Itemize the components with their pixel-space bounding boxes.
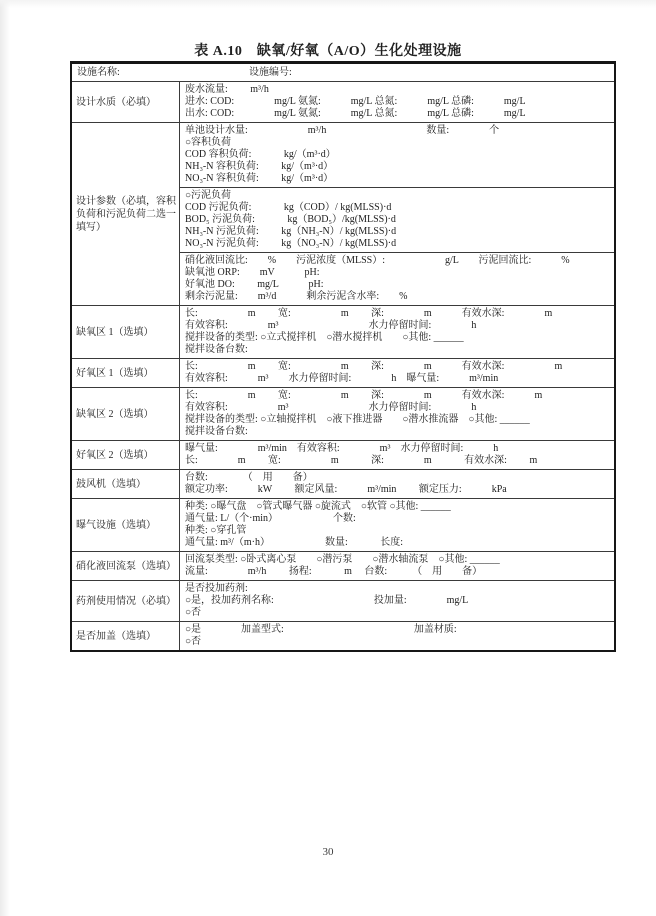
- form-block: [180, 82, 614, 122]
- form-block: [180, 552, 614, 580]
- row-content: [180, 552, 614, 580]
- form-line: NO₃-N 容积负荷: kg/（m³·d）: [185, 173, 334, 184]
- row-content: [180, 581, 614, 621]
- form-line: 搅拌设备台数:: [185, 344, 248, 355]
- form-table: [70, 61, 616, 652]
- form-line: 有效容积: m³ 水力停留时间: h 曝气量: m³/min: [185, 373, 499, 384]
- row-content: [180, 82, 614, 122]
- row-label: 药剂使用情况（必填）: [72, 581, 180, 621]
- form-line: NH₃-N 容积负荷: kg/（m³·d）: [185, 161, 334, 172]
- header-row: [72, 64, 614, 82]
- table-row: [72, 581, 614, 622]
- form-line: ○污泥负荷: [185, 190, 232, 201]
- form-line: ○否: [185, 636, 202, 647]
- table-row: [72, 622, 614, 650]
- form-line: COD 容积负荷: kg/（m³·d）: [185, 149, 336, 160]
- row-label: 鼓风机（选填）: [72, 470, 180, 498]
- form-block: [180, 622, 614, 650]
- table-row: [72, 388, 614, 441]
- form-line: ○是，投加药剂名称: 投加量: mg/L: [185, 595, 469, 606]
- form-block: [180, 470, 614, 498]
- row-content: [180, 499, 614, 551]
- form-block: [180, 388, 614, 440]
- form-line: 通气量: m³/（m·h） 数量: 长度:: [185, 537, 403, 548]
- facility-name-label: 设施名称:: [77, 67, 120, 78]
- form-line: 额定功率: kW 额定风量: m³/min 额定压力: kPa: [185, 484, 507, 495]
- form-line: 回流泵类型: ○卧式离心泵 ○潜污泵 ○潜水轴流泵 ○其他: ______: [185, 554, 500, 565]
- row-content: [180, 470, 614, 498]
- row-label: 好氧区 2（选填）: [72, 441, 180, 469]
- row-label: 硝化液回流泵（选填）: [72, 552, 180, 580]
- form-line: 好氧池 DO: mg/L pH:: [185, 279, 324, 290]
- row-label: 曝气设施（选填）: [72, 499, 180, 551]
- form-block: [180, 499, 614, 551]
- table-row: [72, 123, 614, 306]
- row-label: 缺氧区 2（选填）: [72, 388, 180, 440]
- form-line: 种类: ○曝气盘 ○管式曝气器 ○旋流式 ○软管 ○其他: ______: [185, 501, 451, 512]
- form-block: [180, 581, 614, 621]
- row-content: [180, 123, 614, 305]
- form-line: 曝气量: m³/min 有效容积: m³ 水力停留时间: h: [185, 443, 499, 454]
- form-line: 废水流量: m³/h: [185, 84, 269, 95]
- form-line: NO₃-N 污泥负荷: kg（NO₃-N）/ kg(MLSS)·d: [185, 238, 397, 249]
- table-row: [72, 470, 614, 499]
- form-line: 通气量: L/（个·min） 个数:: [185, 513, 356, 524]
- form-line: 长: m 宽: m 深: m 有效水深: m: [185, 455, 538, 466]
- form-block: [180, 359, 614, 387]
- form-line: 是否投加药剂:: [185, 583, 248, 594]
- form-line: 进水: COD: mg/L 氨氮: mg/L 总氮: mg/L 总磷: mg/L: [185, 96, 526, 107]
- table-row: [72, 499, 614, 552]
- form-line: 缺氧池 ORP: mV pH:: [185, 267, 320, 278]
- page-number: 30: [322, 846, 334, 858]
- form-line: 长: m 宽: m 深: m 有效水深: m: [185, 308, 553, 319]
- scan-edge-shading-top: [0, 0, 656, 8]
- form-line: ○是 加盖型式: 加盖材质:: [185, 624, 457, 635]
- form-line: NH₃-N 污泥负荷: kg（NH₃-N）/ kg(MLSS)·d: [185, 226, 397, 237]
- form-block: [180, 306, 614, 358]
- row-label: 设计水质（必填）: [72, 82, 180, 122]
- row-label: 好氧区 1（选填）: [72, 359, 180, 387]
- row-label: 缺氧区 1（选填）: [72, 306, 180, 358]
- form-line: COD 污泥负荷: kg（COD）/ kg(MLSS)·d: [185, 202, 392, 213]
- form-line: 硝化液回流比: % 污泥浓度（MLSS）: g/L 污泥回流比: %: [185, 255, 570, 266]
- form-line: 搅拌设备的类型: ○立式搅拌机 ○潜水搅拌机 ○其他: ______: [185, 332, 464, 343]
- row-content: [180, 441, 614, 469]
- form-line: 单池设计水量: m³/h 数量: 个: [185, 125, 500, 136]
- form-block: [180, 123, 614, 187]
- table-row: [72, 306, 614, 359]
- row-content: [180, 622, 614, 650]
- row-content: [180, 359, 614, 387]
- form-block: [180, 252, 614, 305]
- table-title: 表 A.10 缺氧/好氧（A/O）生化处理设施: [194, 44, 462, 59]
- form-line: ○否: [185, 607, 202, 618]
- form-line: ○容积负荷: [185, 137, 232, 148]
- form-line: 长: m 宽: m 深: m 有效水深: m: [185, 361, 563, 372]
- table-row: [72, 552, 614, 581]
- facility-code-label: 设施编号:: [249, 67, 292, 78]
- form-line: 出水: COD: mg/L 氨氮: mg/L 总氮: mg/L 总磷: mg/L: [185, 108, 526, 119]
- scan-edge-shading: [0, 0, 10, 916]
- row-label: 是否加盖（选填）: [72, 622, 180, 650]
- form-line: 搅拌设备台数:: [185, 426, 248, 437]
- table-row: [72, 441, 614, 470]
- form-line: 搅拌设备的类型: ○立轴搅拌机 ○液下推进器 ○潜水推流器 ○其他: ______: [185, 414, 530, 425]
- table-row: [72, 359, 614, 388]
- form-line: BOD₅ 污泥负荷: kg（BOD₅）/kg(MLSS)·d: [185, 214, 396, 225]
- form-line: 有效容积: m³ 水力停留时间: h: [185, 402, 477, 413]
- form-line: 有效容积: m³ 水力停留时间: h: [185, 320, 477, 331]
- form-line: 剩余污泥量: m³/d 剩余污泥含水率: %: [185, 291, 408, 302]
- row-content: [180, 388, 614, 440]
- row-content: [180, 306, 614, 358]
- form-block: [180, 187, 614, 252]
- form-line: 长: m 宽: m 深: m 有效水深: m: [185, 390, 543, 401]
- form-line: 种类: ○穿孔管: [185, 525, 247, 536]
- row-label: 设计参数（必填，容积负荷和污泥负荷二选一填写）: [72, 123, 180, 305]
- form-line: 流量: m³/h 扬程: m 台数: （ 用 备）: [185, 566, 483, 577]
- form-block: [180, 441, 614, 469]
- form-line: 台数: （ 用 备）: [185, 472, 313, 483]
- table-row: [72, 82, 614, 123]
